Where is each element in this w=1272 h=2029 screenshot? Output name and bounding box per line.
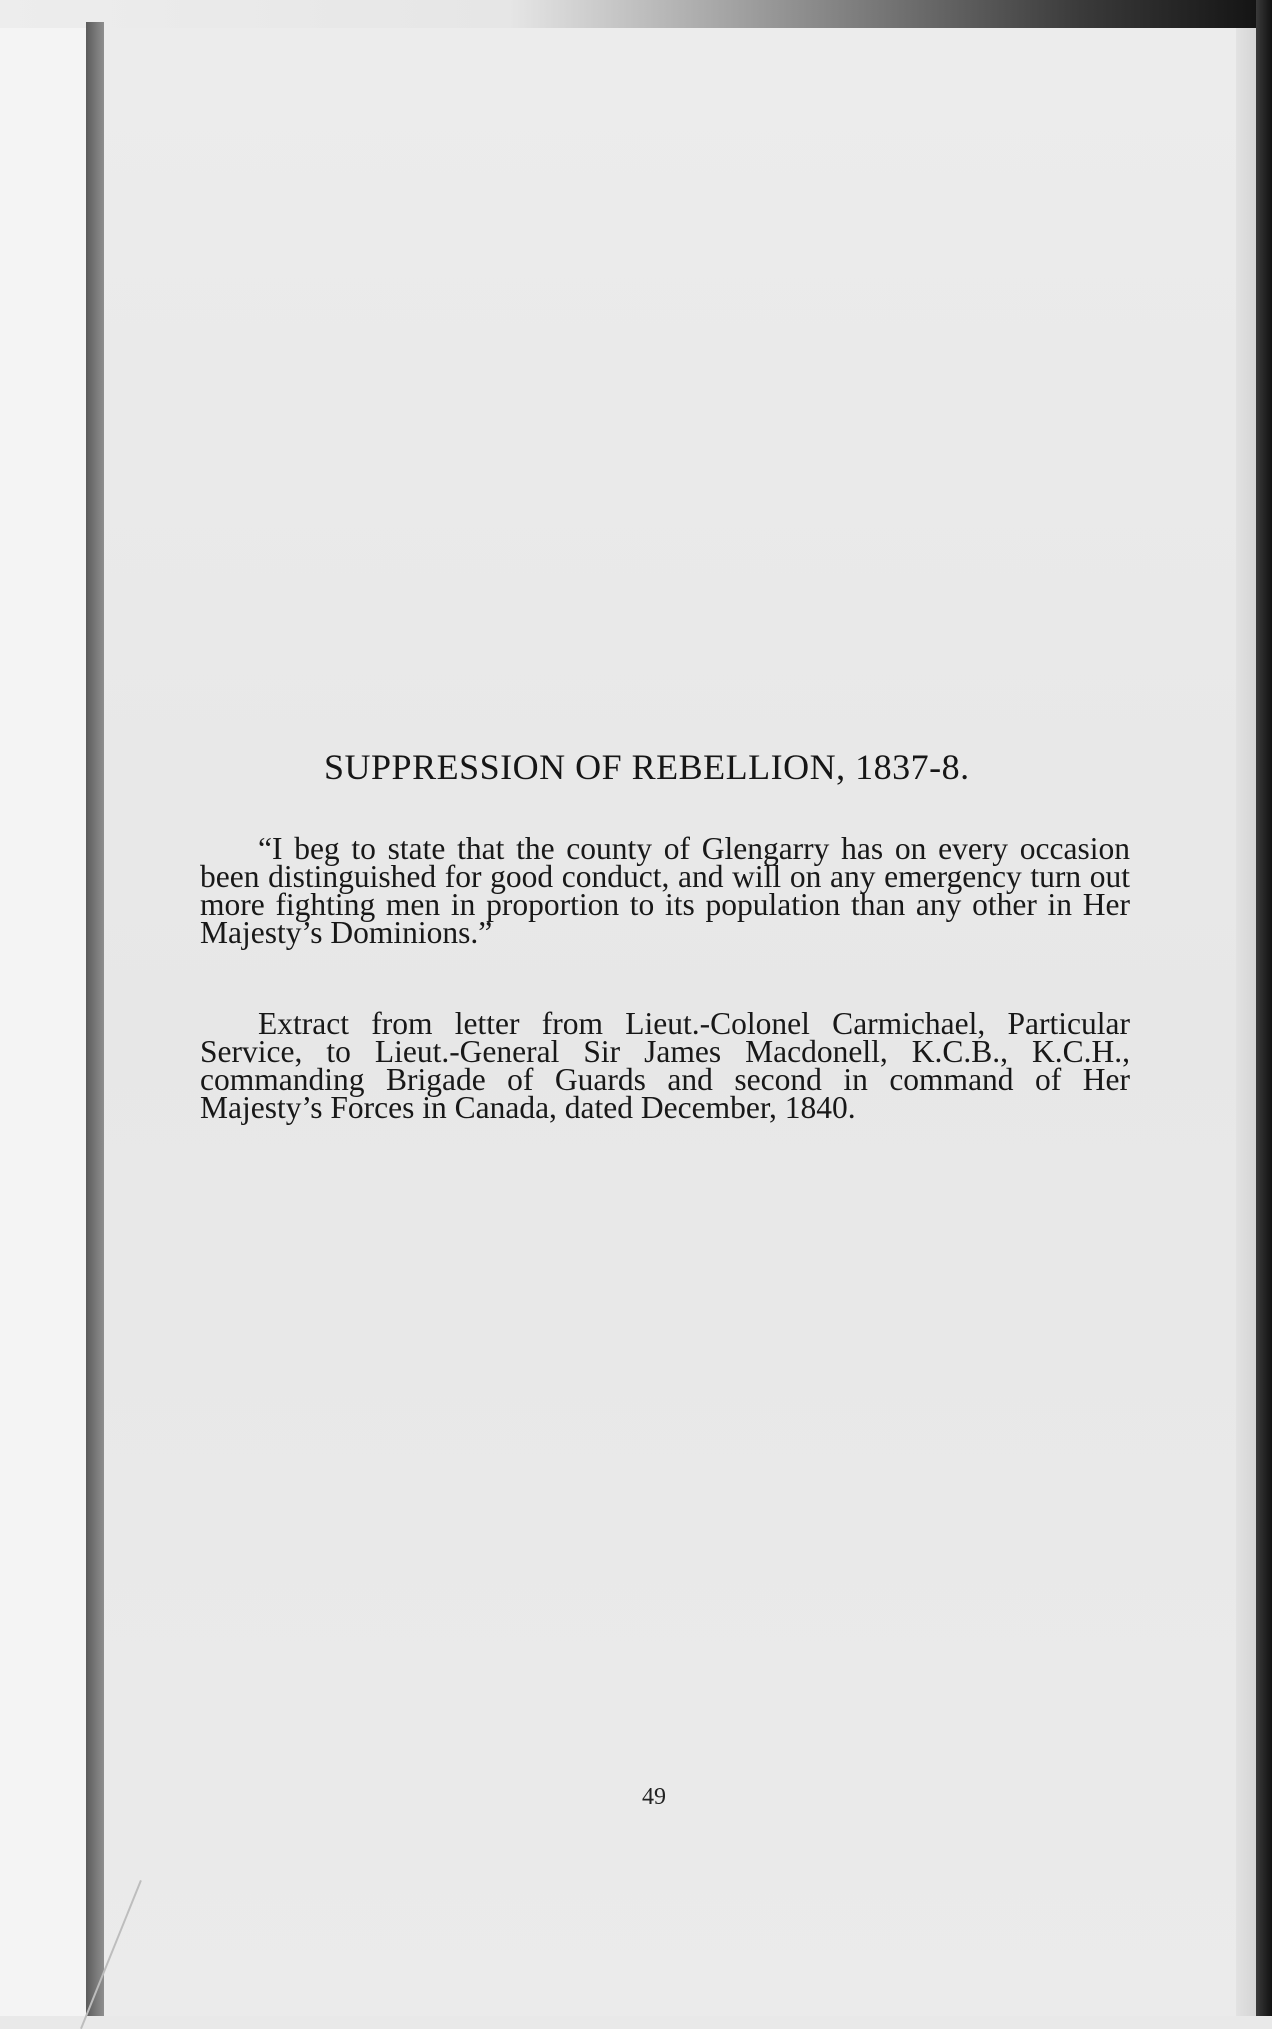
page-edge bbox=[1236, 28, 1256, 2016]
quote-paragraph: “I beg to state that the county of Glengarry has on every occasion been distinguished for good conduct, and will on any emergency turn out more fighting men in proportion to its population than any other in Her Majesty’s Dominions.” bbox=[200, 831, 1130, 950]
scan-right-edge bbox=[1256, 0, 1272, 2016]
source-paragraph: Extract from letter from Lieut.-Colonel Carmichael, Particular Service, to Lieut.-General Sir James Macdonell, K.C.B., K.C.H., commanding Brigade of Guards and second in command of Her Majesty’s Forces in Canada, dated December, 1840. bbox=[200, 1006, 1130, 1125]
book-binding bbox=[86, 22, 104, 2016]
page-heading: SUPPRESSION OF REBELLION, 1837-8. bbox=[324, 747, 970, 787]
scan-top-edge bbox=[0, 0, 1272, 28]
scan-margin bbox=[0, 0, 86, 2016]
book-page bbox=[104, 28, 1256, 2016]
page-number: 49 bbox=[642, 1784, 666, 1810]
